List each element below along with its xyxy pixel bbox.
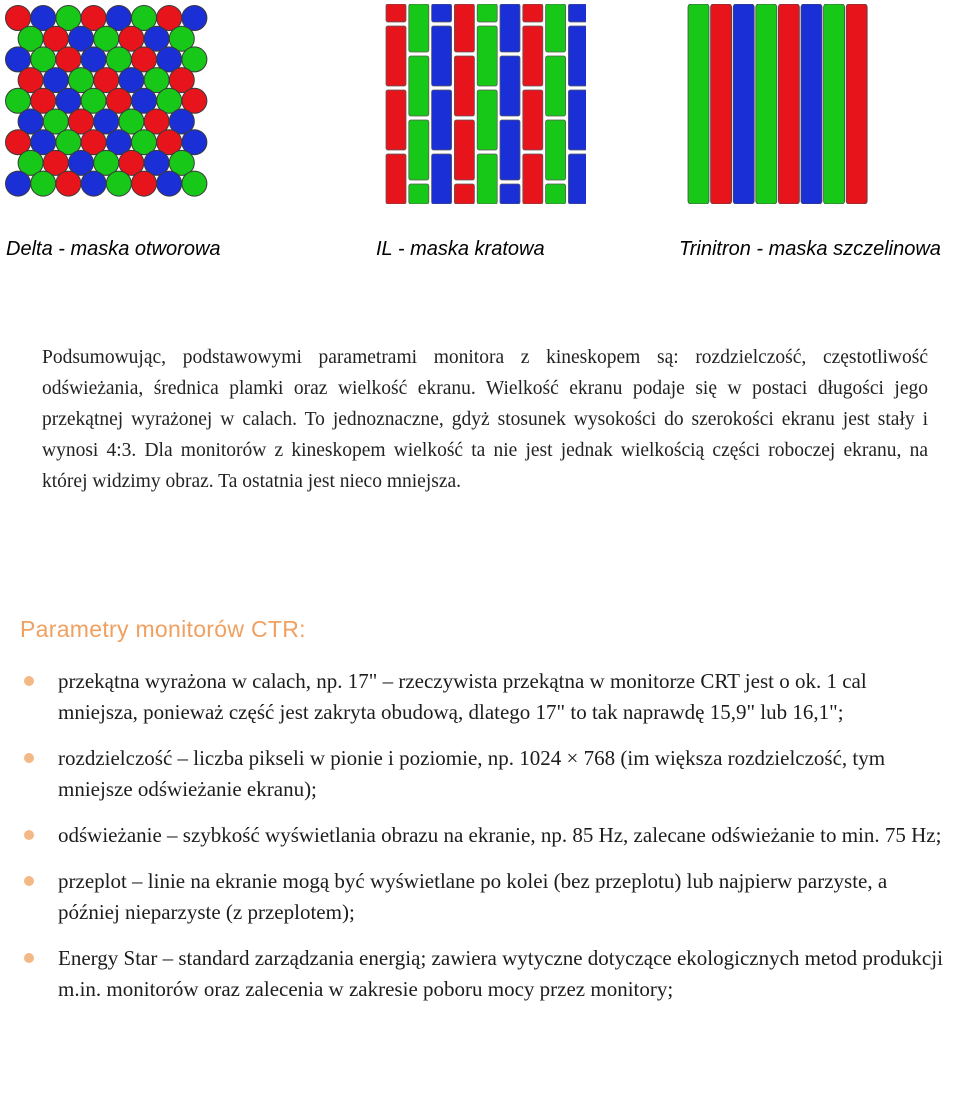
trinitron-stripe [801,4,822,204]
il-slot [409,56,429,116]
il-slot [432,90,452,150]
trinitron-caption: Trinitron - maska szczelinowa [679,238,941,260]
delta-dot [132,171,157,196]
delta-dot [6,171,31,196]
delta-dot [56,171,81,196]
il-slot [523,90,543,150]
list-item-text: rozdzielczość – liczba pikseli w pionie i poziomie, np. 1024 × 768 (im większa rozdzielczość, tym mniejsze odświeżanie ekranu); [58,746,886,801]
il-slot [523,4,543,22]
parameter-list [20,666,950,1020]
il-slot [500,4,520,52]
il-slot [477,4,497,22]
il-slot [568,4,586,22]
list-item-text: przeplot – linie na ekranie mogą być wyświetlane po kolei (bez przeplotu) lub najpierw parzyste, a później nieparzyste (z przeplotem); [58,869,888,924]
il-slot [546,120,566,180]
il-slot [568,90,586,150]
il-slot [432,4,452,22]
il-slot [546,56,566,116]
il-mask-grid [384,4,586,204]
il-slot [568,26,586,86]
trinitron-mask-figure [686,4,884,204]
il-slot [454,184,474,204]
il-slot [523,26,543,86]
section-title: Parametry monitorów CTR: [20,616,306,642]
list-item-text: przekątna wyrażona w calach, np. 17" – rzeczywista przekątna w monitorze CRT jest o ok. 1 cal mniejsza, ponieważ część jest zakryta obudową, dlatego 17" to tak naprawdę 15,9" lub 16,1"; [58,669,867,724]
il-caption: IL - maska kratowa [376,238,545,260]
il-slot [409,184,429,204]
delta-dot [31,171,56,196]
il-slot [523,154,543,204]
il-slot [546,184,566,204]
list-item [20,743,950,805]
il-slot [454,120,474,180]
il-slot [386,154,406,204]
il-mask-figure [384,4,586,204]
il-slot [386,26,406,86]
il-slot [454,56,474,116]
delta-dot [106,171,131,196]
il-slot [386,90,406,150]
il-slot [432,26,452,86]
list-item-text: Energy Star – standard zarządzania energią; zawiera wytyczne dotyczące ekologicznych metod produkcji m.in. monitorów oraz zalecenia w zakresie poboru mocy przez monitory; [58,946,943,1001]
list-item [20,866,950,928]
trinitron-stripe [824,4,845,204]
delta-mask-figure [4,4,210,204]
trinitron-stripe [778,4,799,204]
il-slot [500,120,520,180]
il-slot [500,56,520,116]
summary-paragraph: Podsumowując, podstawowymi parametrami monitora z kineskopem są: rozdzielczość, częstotliwość odświeżania, średnica plamki oraz wielkość ekranu. Wielkość ekranu podaje się w postaci długości jego przekątnej wyrażonej w calach. To jednoznaczne, gdyż stosunek wysokości do szerokości ekranu jest stały i wynosi 4:3. Dla monitorów z kineskopem wielkość ta nie jest jednak wielkością części roboczej ekranu, na której widzimy obraz. Ta ostatnia jest nieco mniejsza. [42,347,928,492]
il-slot [568,154,586,204]
trinitron-stripe [756,4,777,204]
list-item [20,820,950,851]
trinitron-stripe [688,4,709,204]
list-item [20,666,950,728]
bullet-icon [24,953,34,963]
il-slot [409,4,429,52]
il-slot [477,90,497,150]
il-slot [432,154,452,204]
list-item-text: odświeżanie – szybkość wyświetlania obrazu na ekranie, np. 85 Hz, zalecane odświeżanie to min. 75 Hz; [58,823,942,847]
trinitron-stripe [711,4,732,204]
delta-dot [157,171,182,196]
delta-dot [81,171,106,196]
trinitron-stripe [846,4,867,204]
il-slot [409,120,429,180]
il-slot [546,4,566,52]
il-slot [386,4,406,22]
il-slot [454,4,474,52]
il-slot [477,154,497,204]
delta-dot [182,171,207,196]
list-item [20,943,950,1005]
delta-caption: Delta - maska otworowa [6,238,221,260]
bullet-icon [24,830,34,840]
bullet-icon [24,876,34,886]
il-slot [500,184,520,204]
trinitron-mask-stripes [686,4,884,204]
bullet-icon [24,753,34,763]
trinitron-stripe [733,4,754,204]
bullet-icon [24,676,34,686]
delta-mask-dots [4,4,210,204]
il-slot [477,26,497,86]
